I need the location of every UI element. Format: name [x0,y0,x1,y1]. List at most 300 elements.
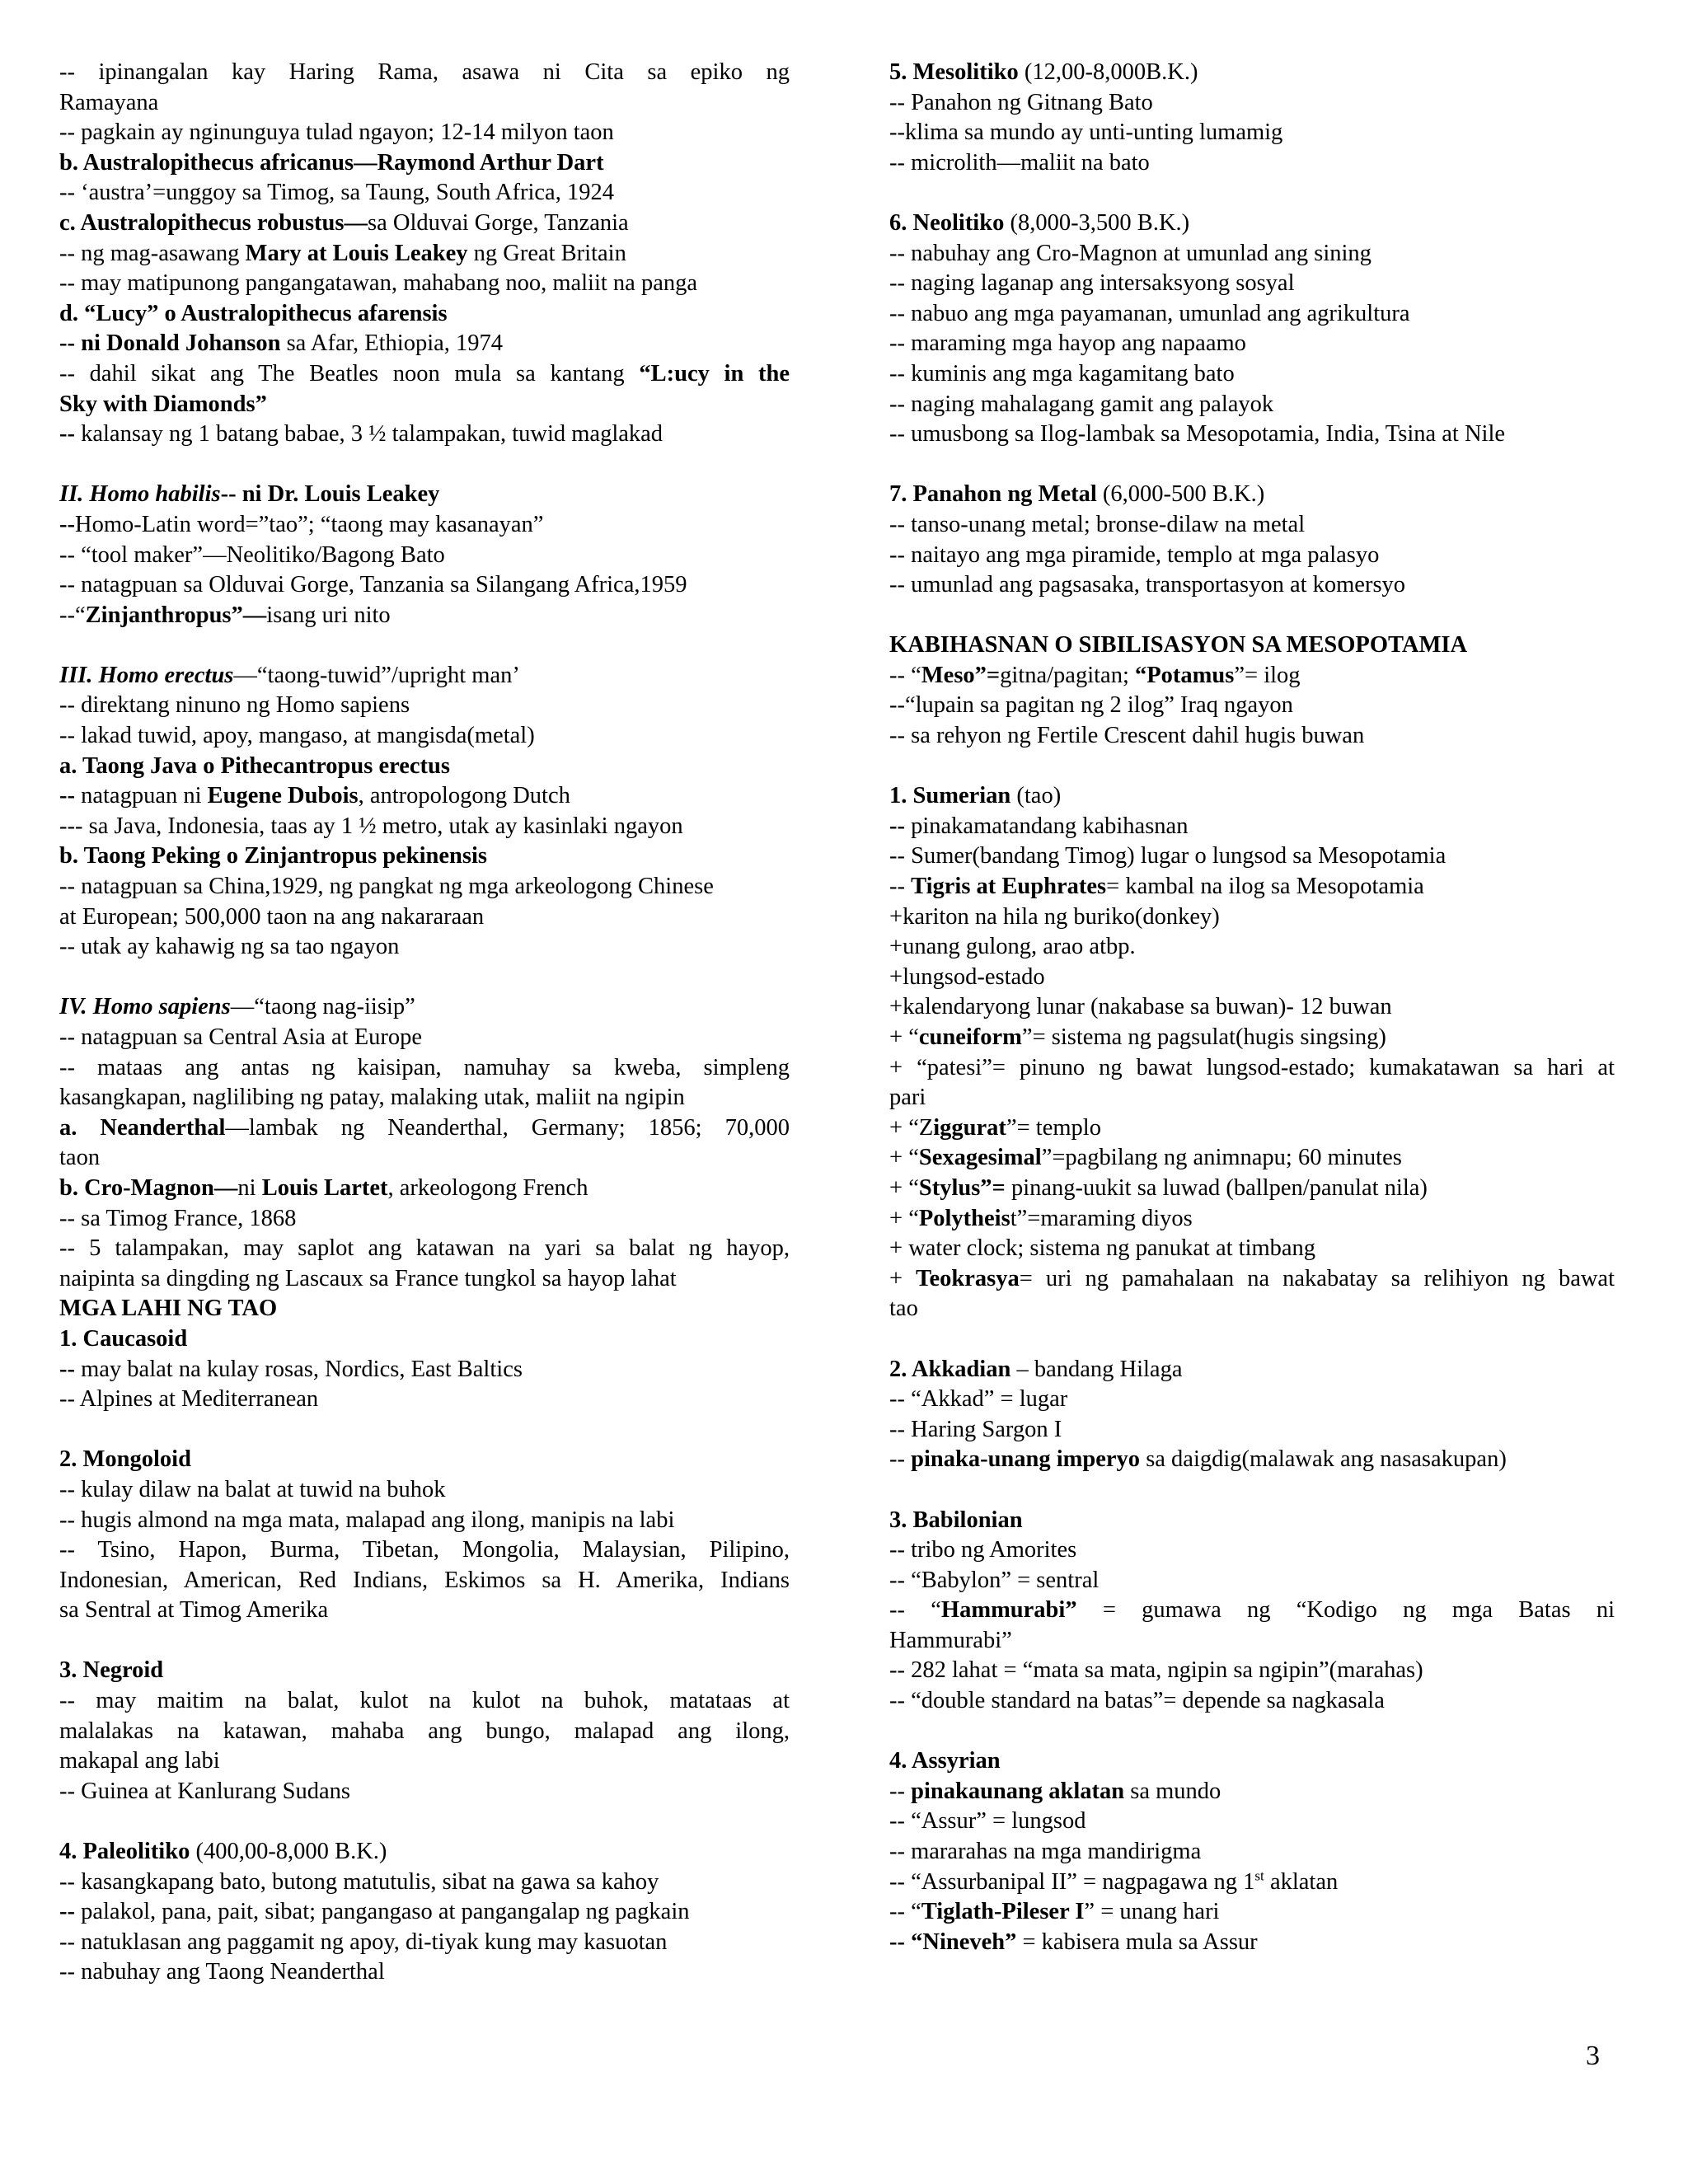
text-line [889,1113,1615,1144]
text-line [889,661,1615,691]
text-segment: --- sa Java, Indonesia, taas ay 1 ½ metro, utak ay kasinlaki ngayon [59,813,683,839]
text-segment: -- sa Timog France, 1868 [59,1205,297,1231]
text-segment: Sexagesimal [918,1145,1042,1171]
text-segment: -- [889,1778,912,1804]
text-line [59,1897,790,1928]
text-segment: -- ni Dr. Louis Leakey [220,481,440,508]
text-segment: -- ipinangalan kay Haring Rama, asawa ni Cita sa epiko ng [59,59,790,85]
text-line [889,329,1615,359]
text-line [889,1294,1615,1324]
text-segment: “L:ucy in the [639,360,790,387]
text-segment: iggurat [933,1114,1006,1141]
text-segment: 1. Caucasoid [59,1325,188,1352]
text-line [59,359,790,390]
text-segment: -- Panahon ng Gitnang Bato [889,89,1153,115]
text-segment: -- sa rehyon ng Fertile Crescent dahil hugis buwan [889,723,1365,749]
left-column [59,58,790,1988]
text-line [889,963,1615,993]
text-line [59,1355,790,1385]
text-segment: Hammurabi” [889,1627,1012,1653]
text-segment: --“ [59,602,86,628]
text-line [59,1385,790,1415]
text-segment: -- umusbong sa Ilog-lambak sa Mesopotamia, India, Tsina at Nile [889,421,1506,448]
text-segment: -- natagpuan sa Central Asia at Europe [59,1024,423,1050]
text-segment: -- [889,1446,912,1473]
text-segment: -- [59,1899,75,1925]
text-segment: taon [59,1145,101,1171]
text-segment: +unang gulong, arao atbp. [889,934,1136,960]
text-segment: -- “Assur” = lungsod [889,1808,1086,1835]
text-line [889,148,1615,179]
text-segment: + “ [889,1024,919,1050]
text-segment: +kariton na hila ng buriko(donkey) [889,903,1220,930]
text-segment: Indonesian, American, Red Indians, Eskimos sa H. Amerika, Indians [59,1567,790,1593]
text-segment: -- ni Donald Johanson [59,330,281,357]
text-segment: + “Z [889,1114,934,1141]
text-segment: Polytheis [918,1205,1010,1231]
text-segment: -- “tool maker”—Neolitiko/Bagong Bato [59,541,445,568]
text-segment: -- Haring Sargon I [889,1416,1062,1442]
text-segment: = kabisera mula sa Assur [1016,1929,1258,1955]
text-line [59,541,790,571]
blank-line [59,450,790,480]
text-segment: II. Homo habilis [59,481,221,508]
text-segment: Teokrasya [916,1265,1020,1291]
text-line [59,1174,790,1204]
text-segment: 3. Negroid [59,1657,164,1684]
text-segment: -- ‘austra’=unggoy sa Timog, sa Taung, South Africa, 1924 [59,180,614,206]
text-line [59,841,790,872]
text-line [59,1264,790,1295]
text-line [889,872,1615,902]
text-segment: tao [889,1296,918,1322]
text-segment: ” = unang hari [1084,1899,1220,1925]
text-segment: + “patesi”= pinuno ng bawat lungsod-estado; kumakatawan sa hari at [889,1054,1615,1080]
text-line [59,661,790,691]
text-segment: Eugene Dubois [207,783,359,809]
text-segment: -- ng mag-asawang [59,240,246,266]
text-line [889,1023,1615,1053]
text-segment: -- lakad tuwid, apoy, mangaso, at mangisda(metal) [59,723,535,749]
text-line [889,1415,1615,1446]
text-segment: -- [59,1356,75,1382]
text-line [59,239,790,269]
text-segment: -- “ [889,1899,921,1925]
blank-line [59,1415,790,1446]
text-segment: Ramayana [59,89,159,115]
text-segment: +kalendaryong lunar (nakabase sa buwan)- 12 buwan [889,994,1392,1020]
text-segment: ”=pagbilang ng animnapu; 60 minutes [1041,1145,1402,1171]
text-segment: ”= templo [1006,1114,1101,1141]
text-segment: —lambak ng Neanderthal, Germany; 1856; 70,000 [225,1114,790,1141]
text-segment: , antropologong Dutch [358,783,570,809]
text-line [889,992,1615,1023]
text-segment: -- mataas ang antas ng kaisipan, namuhay sa kweba, simpleng [59,1054,790,1080]
text-segment: b. Taong Peking o Zinjantropus pekinensis [59,843,488,869]
text-segment: Hammurabi” [940,1597,1077,1624]
text-segment: -- nabuhay ang Cro-Magnon at umunlad ang sining [889,240,1372,266]
text-segment: sa mundo [1124,1778,1221,1804]
text-line [59,1113,790,1144]
text-segment: -- [59,421,75,448]
text-segment: --klima sa mundo ay unti-unting lumamig [889,120,1283,146]
text-segment: + “ [889,1205,919,1231]
text-segment: Louis Lartet [261,1174,388,1201]
text-segment: b. Australopithecus africanus—Raymond Arthur Dart [59,149,604,176]
text-segment: -- Sumer(bandang Timog) lugar o lungsod sa Mesopotamia [889,843,1447,869]
text-segment: -- may matipunong pangangatawan, mahabang noo, maliit na panga [59,270,698,297]
text-segment: --“lupain sa pagitan ng 2 ilog” Iraq ngayon [889,692,1293,719]
text-segment: Stylus”= [918,1174,1006,1201]
text-line [889,1385,1615,1415]
text-line [889,841,1615,872]
text-segment: ng Great Britain [467,240,626,266]
text-segment: sa Afar, Ethiopia, 1974 [280,330,504,357]
text-segment: -- “Babylon” = sentral [889,1567,1100,1593]
text-line [59,1717,790,1747]
text-line [59,752,790,782]
text-line [889,1355,1615,1385]
text-line [889,1204,1615,1235]
blank-line [889,1475,1615,1506]
text-segment: 5. Mesolitiko [889,59,1019,85]
text-segment: -- kasangkapang bato, butong matutulis, sibat na gawa sa kahoy [59,1868,659,1895]
text-line [59,992,790,1023]
text-line [889,1566,1615,1596]
text-segment: —“taong nag-iisip” [230,994,415,1020]
text-segment: gitna/pagitan; [1000,662,1135,688]
text-line [59,1023,790,1053]
text-segment: a. Neanderthal [59,1114,226,1141]
text-segment: ni [237,1174,262,1201]
text-segment: makapal ang labi [59,1748,220,1774]
text-line [59,1324,790,1355]
text-line [889,1686,1615,1717]
text-line [889,932,1615,963]
text-line [889,299,1615,330]
text-segment: (12,00-8,000B.K.) [1018,59,1198,85]
text-line [59,1204,790,1235]
text-line [59,178,790,209]
text-line [59,118,790,148]
text-line [59,1686,790,1717]
right-column [889,58,1615,1957]
text-segment: 7. Panahon ng Metal [889,481,1097,508]
text-segment: -- natuklasan ang paggamit ng apoy, di-tiyak kung may kasuotan [59,1929,668,1955]
text-segment: ”= sistema ng pagsulat(hugis singsing) [1021,1024,1386,1050]
text-line [889,812,1615,842]
text-line [889,1506,1615,1536]
text-segment: + [889,1265,917,1291]
text-line [889,1174,1615,1204]
text-line [59,1053,790,1084]
text-line [889,359,1615,390]
text-segment: Meso”= [921,662,1001,688]
text-segment: = gumawa ng “Kodigo ng mga Batas ni [1076,1597,1615,1624]
text-line [889,269,1615,299]
text-line [889,209,1615,239]
text-segment: -- kuminis ang mga kagamitang bato [889,360,1235,387]
text-segment: —“taong-tuwid”/upright man’ [233,662,520,688]
blank-line [889,178,1615,209]
blank-line [889,601,1615,631]
text-segment: Sky with Diamonds” [59,391,267,417]
text-segment: sa Sentral at Timog Amerika [59,1597,329,1624]
text-segment: pinakamatandang kabihasnan [904,813,1189,839]
blank-line [59,1807,790,1837]
text-segment: natagpuan ni [74,783,208,809]
text-segment: -- 5 talampakan, may saplot ang katawan na yari sa balat ng hayop, [59,1235,790,1262]
text-segment: Nineveh” [922,1929,1017,1955]
text-line [889,1143,1615,1174]
text-segment: 4. Assyrian [889,1748,1001,1774]
text-segment: +lungsod-estado [889,963,1045,990]
text-segment: sa Olduvai Gorge, Tanzania [368,209,629,236]
text-segment: -- kulay dilaw na balat at tuwid na buhok [59,1476,446,1502]
blank-line [889,1717,1615,1747]
text-segment: + “ [889,1145,919,1171]
text-line [889,88,1615,119]
text-line [889,480,1615,510]
text-segment: Mary at Louis Leakey [245,240,468,266]
text-segment: -- naging laganap ang intersaksyong sosyal [889,270,1295,297]
text-segment: -- [59,783,75,809]
text-line [889,541,1615,571]
text-segment: KABIHASNAN O SIBILISASYON SA MESOPOTAMIA [889,632,1468,658]
text-segment: = kambal na ilog sa Mesopotamia [1106,874,1424,900]
text-segment: naipinta sa dingding ng Lascaux sa France tungkol sa hayop lahat [59,1265,677,1291]
text-segment: kalansay ng 1 batang babae, 3 ½ talampakan, tuwid maglakad [74,421,663,448]
text-line [889,630,1615,661]
text-segment: (6,000-500 B.K.) [1096,481,1265,508]
text-line [889,1868,1615,1898]
text-segment: sa daigdig(malawak ang nasasakupan) [1140,1446,1507,1473]
text-line [889,58,1615,88]
text-segment: b. Cro-Magnon— [59,1174,238,1201]
text-line [889,1535,1615,1566]
text-segment: c. Australopithecus robustus— [59,209,368,236]
text-line [889,1083,1615,1113]
text-line [59,269,790,299]
text-line [59,1083,790,1113]
text-segment: cuneiform [918,1024,1022,1050]
text-line [889,1837,1615,1868]
text-segment: 2. Mongoloid [59,1446,191,1473]
text-segment: -- dahil sikat ang The Beatles noon mula sa kantang [59,360,640,387]
text-segment: -- “Akkad” = lugar [889,1386,1068,1413]
blank-line [889,1324,1615,1355]
text-line [889,691,1615,721]
text-line [889,239,1615,269]
text-segment: (400,00-8,000 B.K.) [190,1839,387,1865]
text-segment: -- mararahas na mga mandirigma [889,1839,1202,1865]
text-segment: -- naitayo ang mga piramide, templo at mga palasyo [889,541,1380,568]
text-line [59,299,790,330]
text-segment: pari [889,1085,926,1111]
text-line [59,932,790,963]
text-line [889,1746,1615,1777]
text-segment: – bandang Hilaga [1010,1356,1183,1382]
text-segment: 4. Paleolitiko [59,1839,190,1865]
text-segment: -- maraming mga hayop ang napaamo [889,330,1246,357]
text-segment: a. Taong Java o Pithecantropus erectus [59,752,450,779]
text-line [889,1264,1615,1295]
text-line [889,781,1615,812]
text-line [59,691,790,721]
text-segment: may balat na kulay rosas, Nordics, East Baltics [74,1356,523,1382]
text-line [59,1294,790,1324]
blank-line [889,450,1615,480]
text-segment: st [1254,1868,1264,1884]
text-line [889,1897,1615,1928]
text-segment: (tao) [1010,783,1062,809]
text-segment: -- nabuhay ang Taong Neanderthal [59,1959,385,1985]
text-segment: III. Homo erectus [59,662,234,688]
blank-line [59,1626,790,1657]
text-segment: Tigris at Euphrates [911,874,1107,900]
text-segment: Zinjanthropus”— [85,602,267,628]
text-segment: -- “ [889,1929,923,1955]
text-line [59,872,790,902]
text-line [889,1928,1615,1958]
blank-line [889,752,1615,782]
text-line [889,118,1615,148]
text-line [59,1475,790,1506]
text-line [59,1566,790,1596]
text-line [59,1506,790,1536]
text-line [59,1928,790,1958]
text-segment: -- “double standard na batas”= depende sa nagkasala [889,1688,1385,1714]
text-segment: 3. Babilonian [889,1507,1023,1533]
text-segment: pinakaunang aklatan [911,1778,1125,1804]
blank-line [59,963,790,993]
text-line [59,781,790,812]
text-segment: Tiglath-Pileser I [921,1899,1085,1925]
text-segment: -- “ [889,1597,941,1624]
text-line [59,601,790,631]
text-line [889,902,1615,933]
text-line [59,570,790,601]
text-line [889,1596,1615,1626]
text-line [59,480,790,510]
text-segment: Homo-Latin word=”tao”; “taong may kasanayan” [74,511,544,537]
text-line [59,58,790,88]
text-segment: malalakas na katawan, mahaba ang bungo, malapad ang ilong, [59,1718,790,1744]
text-segment: -- pagkain ay nginunguya tulad ngayon; 12-14 milyon taon [59,120,614,146]
text-line [889,1777,1615,1807]
text-line [889,721,1615,752]
text-line [59,1777,790,1807]
text-line [889,510,1615,541]
text-line [59,390,790,420]
text-line [59,419,790,450]
text-segment: -- [59,511,75,537]
blank-line [59,630,790,661]
text-line [59,1596,790,1626]
text-line [59,1143,790,1174]
text-segment: isang uri nito [266,602,391,628]
text-segment: 2. Akkadian [889,1356,1011,1382]
text-line [59,329,790,359]
text-line [889,1445,1615,1475]
text-segment: + “ [889,1174,919,1201]
text-line [59,209,790,239]
text-line [889,419,1615,450]
text-line [59,148,790,179]
text-segment: d. “Lucy” o Australopithecus afarensis [59,300,448,326]
text-line [889,1626,1615,1657]
text-segment: -- 282 lahat = “mata sa mata, ngipin sa ngipin”(marahas) [889,1657,1423,1684]
text-segment: -- microlith—maliit na bato [889,149,1150,176]
text-segment: 1. Sumerian [889,783,1011,809]
text-segment: -- “ [889,662,921,688]
text-line [59,721,790,752]
text-segment: -- tribo ng Amorites [889,1537,1077,1563]
text-segment: -- utak ay kahawig ng sa tao ngayon [59,934,400,960]
text-segment: -- natagpuan sa Olduvai Gorge, Tanzania sa Silangang Africa,1959 [59,572,687,598]
text-line [59,812,790,842]
text-line [889,1234,1615,1264]
text-line [59,902,790,933]
text-segment: -- nabuo ang mga payamanan, umunlad ang agrikultura [889,300,1410,326]
text-line [59,510,790,541]
text-segment: (8,000-3,500 B.K.) [1004,209,1190,236]
text-line [59,1234,790,1264]
text-line [59,1445,790,1475]
text-segment: -- “Assurbanipal II” = nagpagawa ng 1 [889,1868,1255,1895]
text-segment: -- naging mahalagang gamit ang palayok [889,391,1274,417]
text-segment: IV. Homo sapiens [59,994,231,1020]
text-line [889,1053,1615,1084]
text-segment: -- Guinea at Kanlurang Sudans [59,1778,350,1804]
text-line [59,1837,790,1868]
text-line [59,1868,790,1898]
text-segment: MGA LAHI NG TAO [59,1296,278,1322]
text-segment: -- Alpines at Mediterranean [59,1386,319,1413]
text-segment: -- umunlad ang pagsasaka, transportasyon at komersyo [889,572,1406,598]
text-segment: t”=maraming diyos [1010,1205,1193,1231]
text-segment: -- tanso-unang metal; bronse-dilaw na metal [889,511,1306,537]
text-line [59,88,790,119]
text-segment: at European; 500,000 taon na ang nakararaan [59,903,485,930]
text-line [59,1535,790,1566]
text-segment: pinaka-unang imperyo [911,1446,1141,1473]
text-segment: -- [889,813,905,839]
text-segment: -- hugis almond na mga mata, malapad ang ilong, manipis na labi [59,1507,675,1533]
text-segment: -- Tsino, Hapon, Burma, Tibetan, Mongolia, Malaysian, Pilipino, [59,1537,790,1563]
text-segment: -- may maitim na balat, kulot na kulot na buhok, matataas at [59,1688,790,1714]
text-segment: -- direktang ninuno ng Homo sapiens [59,692,410,719]
text-line [59,1656,790,1686]
page-number: 3 [1586,2041,1600,2071]
text-line [889,570,1615,601]
text-segment: -- [889,874,912,900]
text-segment: pinang-uukit sa luwad (ballpen/panulat nila) [1005,1174,1428,1201]
text-segment: ”= ilog [1234,662,1301,688]
text-segment: + water clock; sistema ng panukat at timbang [889,1235,1316,1262]
text-line [59,1746,790,1777]
text-segment: 6. Neolitiko [889,209,1005,236]
text-line [889,1656,1615,1686]
text-segment: = uri ng pamahalaan na nakabatay sa relihiyon ng bawat [1019,1265,1615,1291]
text-segment: , arkeologong French [387,1174,588,1201]
text-segment: -- natagpuan sa China,1929, ng pangkat ng mga arkeologong Chinese [59,874,714,900]
text-segment: “Potamus [1135,662,1235,688]
text-segment: kasangkapan, naglilibing ng patay, malaking utak, maliit na ngipin [59,1085,685,1111]
text-line [889,1807,1615,1837]
text-segment: aklatan [1264,1868,1339,1895]
text-segment: palakol, pana, pait, sibat; pangangaso at pangangalap ng pagkain [74,1899,690,1925]
